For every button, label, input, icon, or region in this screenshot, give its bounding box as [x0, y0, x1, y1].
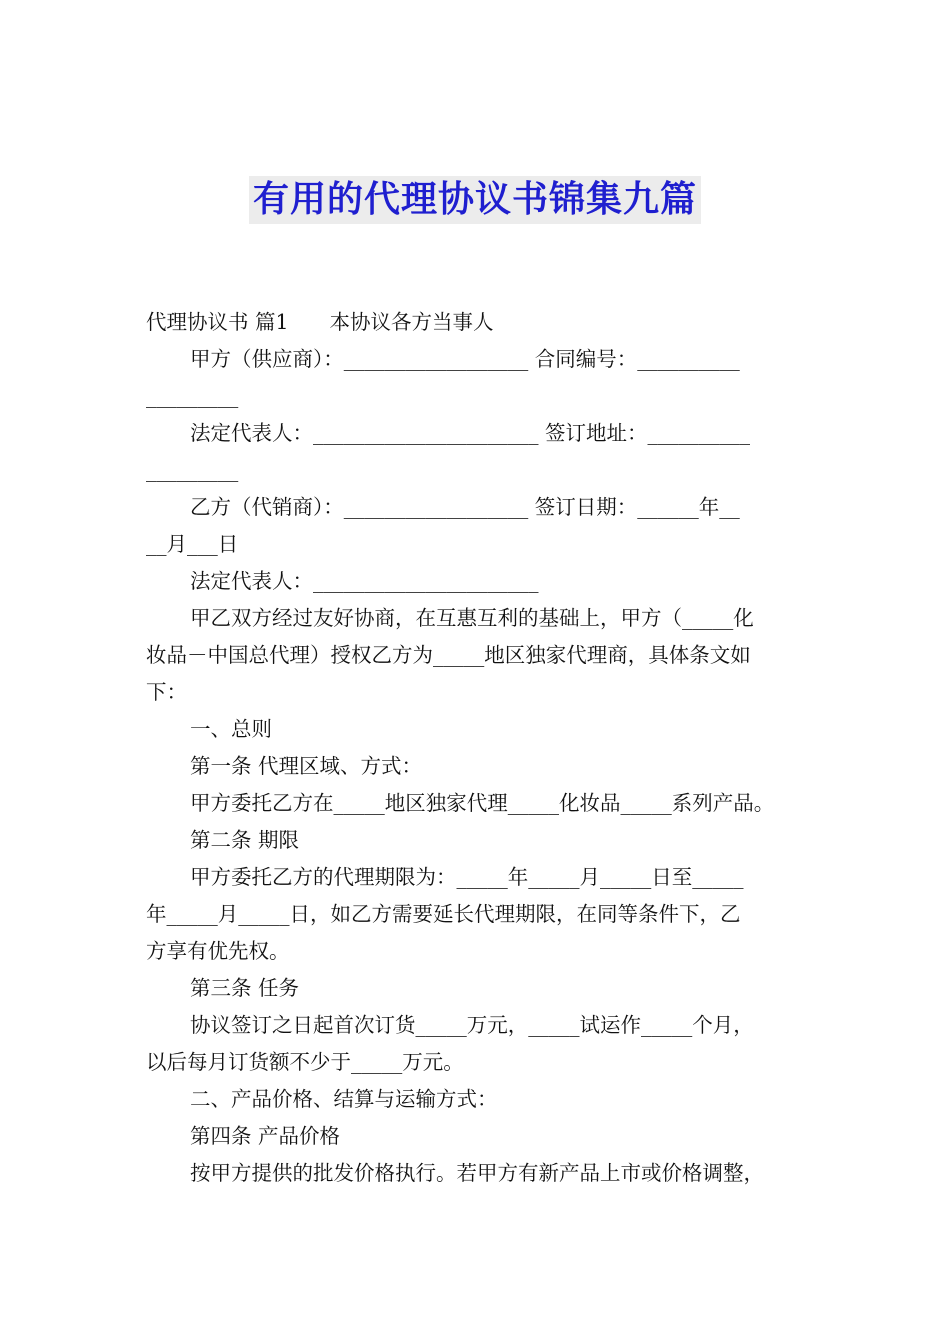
text-line: 一、总则 — [190, 717, 272, 741]
text-line: 下： — [146, 680, 187, 704]
text-line: 甲方（供应商）：__________________ 合同编号：__________ — [190, 347, 740, 371]
text-line: 第三条 任务 — [190, 976, 300, 1000]
document-body — [146, 304, 808, 1192]
text-line: 协议签订之日起首次订货_____万元，_____试运作_____个月， — [190, 1013, 754, 1037]
title-wrapper — [0, 176, 950, 224]
text-line: 方享有优先权。 — [146, 939, 290, 963]
text-line: 第二条 期限 — [190, 828, 300, 852]
text-line: 甲方委托乙方在_____地区独家代理_____化妆品_____系列产品。 — [190, 791, 775, 815]
text-line: 二、产品价格、结算与运输方式： — [190, 1087, 498, 1111]
text-line: 按甲方提供的批发价格执行。若甲方有新产品上市或价格调整， — [190, 1161, 764, 1185]
text-line: 甲方委托乙方的代理期限为：_____年_____月_____日至_____ — [190, 865, 744, 889]
text-line: _________ — [146, 458, 239, 482]
text-line: 以后每月订货额不少于_____万元。 — [146, 1050, 464, 1074]
text-line: 法定代表人：______________________ 签订地址：__________ — [190, 421, 751, 445]
text-line: 法定代表人：______________________ — [190, 569, 539, 593]
text-line: 甲乙双方经过友好协商，在互惠互利的基础上，甲方（_____化 — [190, 606, 754, 630]
text-line: 第一条 代理区域、方式： — [190, 754, 423, 778]
text-line: 代理协议书 篇1 本协议各方当事人 — [146, 310, 494, 334]
text-line: 第四条 产品价格 — [190, 1124, 341, 1148]
text-line: _________ — [146, 384, 239, 408]
document-title: 有用的代理协议书锦集九篇 — [249, 176, 701, 224]
text-line: __月___日 — [146, 532, 239, 556]
text-line: 年_____月_____日，如乙方需要延长代理期限，在同等条件下，乙 — [146, 902, 741, 926]
text-line: 乙方（代销商）：__________________ 签订日期：______年__ — [190, 495, 740, 519]
text-line: 妆品－中国总代理）授权乙方为_____地区独家代理商，具体条文如 — [146, 643, 751, 667]
